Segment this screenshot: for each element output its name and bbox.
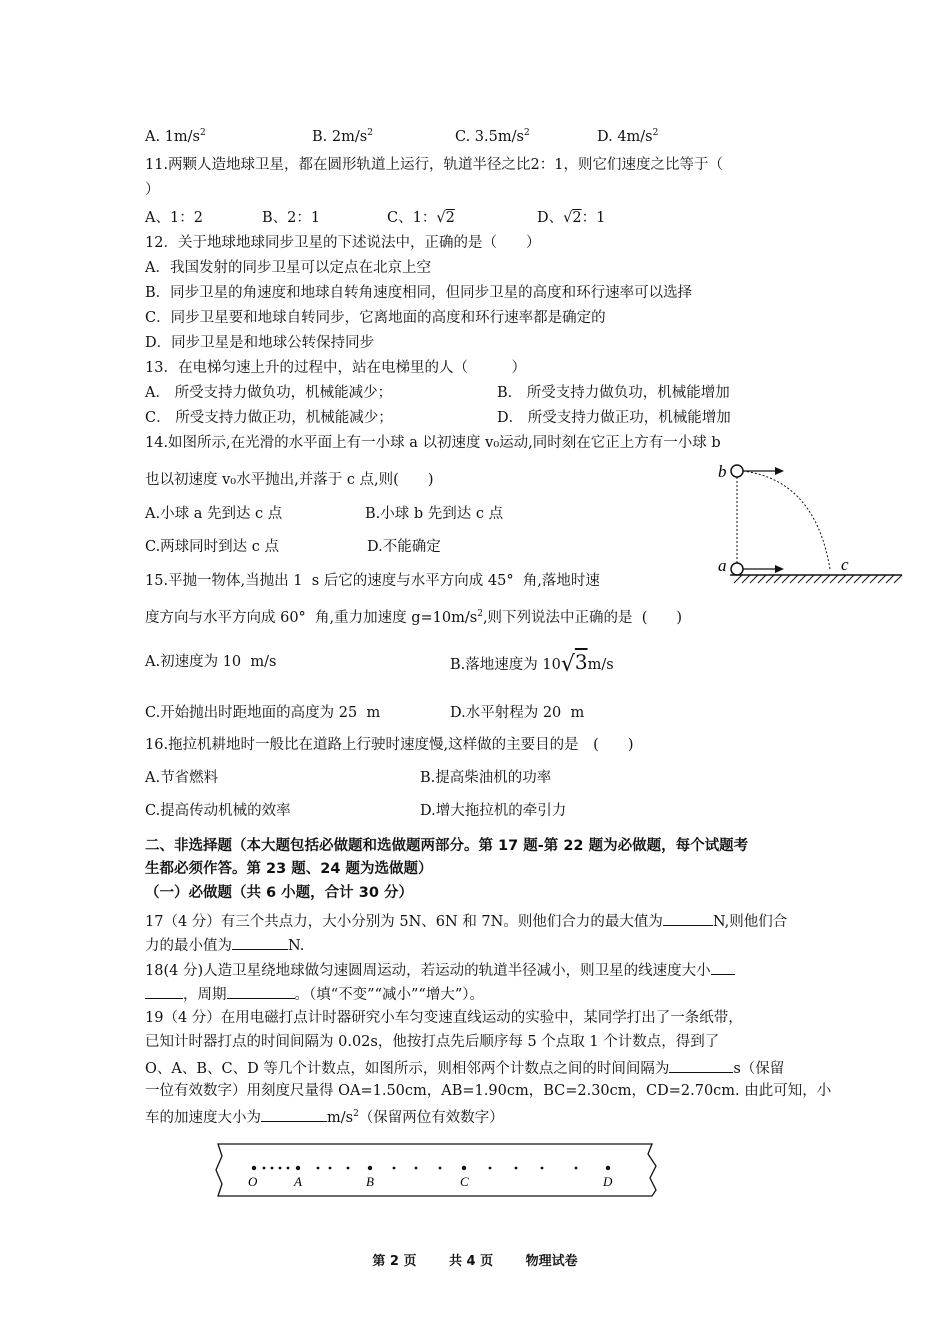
section2-subheading: （一）必做题（共 6 小题，合计 30 分） bbox=[145, 885, 413, 901]
q15-stem-line1: 15.平抛一物体,当抛出 1 s 后它的速度与水平方向成 45° 角,落地时速 bbox=[145, 573, 600, 589]
q15-option-d: D.水平射程为 20 m bbox=[450, 705, 585, 721]
q19-line3: O、A、B、C、D 等几个计数点，如图所示，则相邻两个计数点之间的时间间隔为 s（保留 bbox=[145, 1057, 784, 1079]
q13-option-d: D． 所受支持力做正功，机械能增加 bbox=[497, 410, 731, 426]
tape-label-c: C bbox=[460, 1174, 469, 1189]
ball-a bbox=[731, 563, 743, 575]
tape-label-o: O bbox=[248, 1174, 258, 1189]
q18-blank-speed-part1[interactable] bbox=[711, 959, 735, 975]
footer-page-number: 第 2 页 bbox=[372, 1254, 417, 1269]
q12-stem: 12．关于地球地球同步卫星的下述说法中，正确的是（ ） bbox=[145, 235, 541, 251]
q16-stem: 16.拖拉机耕地时一般比在道路上行驶时速度慢,这样做的主要目的是 ( ) bbox=[145, 737, 634, 753]
q16-option-c: C.提高传动机械的效率 bbox=[145, 803, 291, 819]
q18-blank-speed-part2[interactable] bbox=[145, 983, 183, 999]
ball-b bbox=[731, 465, 743, 477]
q16-option-b: B.提高柴油机的功率 bbox=[420, 770, 552, 786]
sqrt-symbol: √ bbox=[560, 652, 575, 677]
q18-blank-period[interactable] bbox=[227, 983, 295, 999]
footer-subject: 物理试卷 bbox=[525, 1254, 578, 1269]
q15-stem-line2: 度方向与水平方向成 60° 角,重力加速度 $g=10m/s^2$,则下列说法中正确的是 ( ) bbox=[145, 609, 683, 626]
q11-option-c: C、1：√2 bbox=[387, 210, 455, 226]
q11-option-b: B、2：1 bbox=[262, 210, 321, 226]
q16-option-d: D.增大拖拉机的牵引力 bbox=[420, 803, 567, 819]
label-a: a bbox=[718, 556, 727, 575]
q14-option-c: C.两球同时到达 c 点 bbox=[145, 539, 280, 555]
arrowhead-a bbox=[775, 565, 784, 573]
q13-option-b: B． 所受支持力做负功，机械能增加 bbox=[497, 385, 730, 401]
q10-option-d: D. $4m/s^2$ bbox=[597, 128, 659, 145]
q14-option-a: A.小球 a 先到达 c 点 bbox=[145, 506, 283, 522]
q17-blank-min[interactable] bbox=[232, 934, 288, 950]
section2-heading-line1: 二、非选择题（本大题包括必做题和选做题两部分。第 17 题-第 22 题为必做题，每个试题考 bbox=[145, 838, 749, 854]
q15-option-c: C.开始抛出时距地面的高度为 25 m bbox=[145, 705, 381, 721]
q14-option-b: B.小球 b 先到达 c 点 bbox=[365, 506, 504, 522]
footer-total-pages: 共 4 页 bbox=[448, 1254, 494, 1269]
label-c: c bbox=[841, 555, 849, 574]
q11-stem-end: ） bbox=[145, 182, 160, 198]
projectile-diagram bbox=[710, 455, 910, 585]
q10-option-b: B. $2m/s^2$ bbox=[312, 128, 373, 145]
q19-line4: 一位有效数字）用刻度尺量得 OA=1.50cm，AB=1.90cm，BC=2.30cm，CD=2.70cm. 由此可知，小 bbox=[145, 1083, 832, 1099]
q16-option-a: A.节省燃料 bbox=[145, 770, 219, 786]
arrowhead-b bbox=[775, 467, 784, 475]
q11-stem: 11.两颗人造地球卫星，都在圆形轨道上运行，轨道半径之比2：1，则它们速度之比等于（ bbox=[145, 157, 724, 173]
paper-tape bbox=[216, 1144, 656, 1196]
q18-line1: 18(4 分)人造卫星绕地球做匀速圆周运动，若运动的轨道半径减小，则卫星的线速度大小 bbox=[145, 959, 735, 981]
q12-option-c: C．同步卫星要和地球自转同步，它离地面的高度和环行速率都是确定的 bbox=[145, 310, 606, 326]
q19-blank-acceleration[interactable] bbox=[261, 1106, 327, 1122]
paper-tape-diagram bbox=[212, 1138, 668, 1202]
q14-stem-line2: 也以初速度 v₀水平抛出,并落于 c 点,则( ) bbox=[145, 472, 434, 488]
page-footer bbox=[0, 1250, 950, 1269]
trajectory-curve bbox=[743, 471, 830, 569]
q10-option-c: C. $3.5m/s^2$ bbox=[455, 128, 530, 145]
q12-option-d: D．同步卫星是和地球公转保持同步 bbox=[145, 335, 375, 351]
sqrt-symbol: √ bbox=[436, 210, 446, 226]
q11-option-a: A、1：2 bbox=[145, 210, 203, 226]
q15-option-b: B.落地速度为 10√3m/s bbox=[450, 650, 614, 677]
q12-option-a: A．我国发射的同步卫星可以定点在北京上空 bbox=[145, 260, 431, 276]
q17-line2: 力的最小值为 N. bbox=[145, 934, 304, 956]
q19-blank-interval[interactable] bbox=[669, 1057, 733, 1073]
ground-hatch bbox=[734, 575, 902, 583]
label-b: b bbox=[718, 462, 727, 481]
q17-line1: 17（4 分）有三个共点力，大小分别为 5N、6N 和 7N。则他们合力的最大值为 N,则他们合 bbox=[145, 910, 787, 932]
section2-heading-line2: 生都必须作答。第 23 题、24 题为选做题） bbox=[145, 861, 433, 877]
q12-option-b: B．同步卫星的角速度和地球自转角速度相同，但同步卫星的高度和环行速率可以选择 bbox=[145, 285, 693, 301]
tape-label-d: D bbox=[603, 1174, 613, 1189]
q18-line2: ，周期 。（填“不变”“减小”“增大”）。 bbox=[145, 983, 484, 1005]
q17-blank-max[interactable] bbox=[663, 910, 713, 926]
q13-stem: 13．在电梯匀速上升的过程中，站在电梯里的人（ ） bbox=[145, 360, 526, 376]
q19-line2: 已知计时器打点的时间间隔为 0.02s，他按打点先后顺序每 5 个点取 1 个计数点，得到了 bbox=[145, 1034, 720, 1050]
q15-option-a: A.初速度为 10 m/s bbox=[145, 654, 277, 670]
q19-line1: 19（4 分）在用电磁打点计时器研究小车匀变速直线运动的实验中，某同学打出了一条纸带， bbox=[145, 1010, 743, 1026]
q11-option-d: D、√2：1 bbox=[537, 210, 606, 226]
q14-stem-line1: 14.如图所示,在光滑的水平面上有一小球 a 以初速度 v₀运动,同时刻在它正上方有一小球 b bbox=[145, 435, 721, 451]
sqrt-symbol: √ bbox=[563, 210, 573, 226]
tape-label-a: A bbox=[294, 1174, 302, 1189]
q13-option-a: A． 所受支持力做负功，机械能减少； bbox=[145, 385, 393, 401]
q14-option-d: D.不能确定 bbox=[367, 539, 441, 555]
q19-line5: 车的加速度大小为 $m/s^2$（保留两位有效数字） bbox=[145, 1106, 504, 1128]
q10-option-a: A. $1m/s^2$ bbox=[145, 128, 206, 145]
tape-label-b: B bbox=[366, 1174, 374, 1189]
q13-option-c: C． 所受支持力做正功，机械能减少； bbox=[145, 410, 393, 426]
